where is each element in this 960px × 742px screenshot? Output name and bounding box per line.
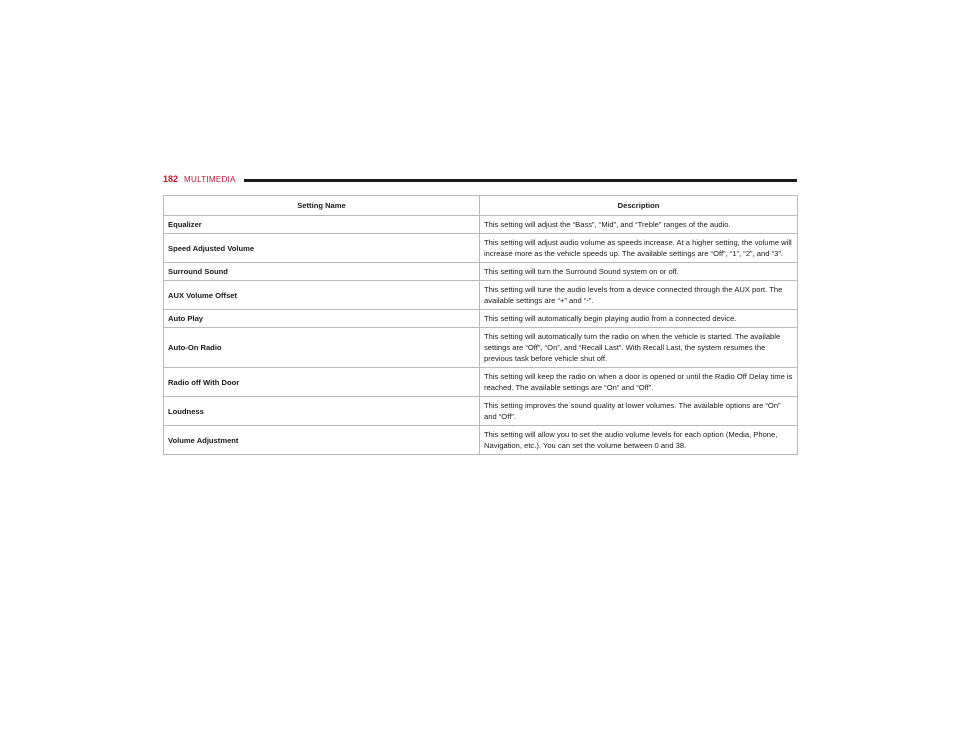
table-header-row — [164, 196, 798, 216]
setting-name-cell: Volume Adjustment — [164, 426, 480, 455]
setting-name-cell: Auto-On Radio — [164, 328, 480, 368]
setting-name-cell: AUX Volume Offset — [164, 281, 480, 310]
setting-name-cell: Loudness — [164, 397, 480, 426]
table-row — [164, 281, 798, 310]
table-row — [164, 234, 798, 263]
table-row — [164, 263, 798, 281]
description-cell: This setting will adjust audio volume as speeds increase. At a higher setting, the volume will increase more as the vehicle speeds up. The available settings are “Off”, “1”, “2”, and “3”. — [480, 234, 798, 263]
setting-name-cell: Equalizer — [164, 216, 480, 234]
description-cell: This setting will automatically begin playing audio from a connected device. — [480, 310, 798, 328]
description-cell: This setting will keep the radio on when a door is opened or until the Radio Off Delay time is reached. The available settings are “On” and “Off”. — [480, 368, 798, 397]
page-header — [163, 172, 797, 186]
setting-name-cell: Radio off With Door — [164, 368, 480, 397]
table-row — [164, 426, 798, 455]
page-number: 182 — [163, 174, 179, 184]
description-cell: This setting will turn the Surround Sound system on or off. — [480, 263, 798, 281]
setting-name-cell: Surround Sound — [164, 263, 480, 281]
table-row — [164, 368, 798, 397]
setting-name-cell: Auto Play — [164, 310, 480, 328]
description-cell: This setting will tune the audio levels from a device connected through the AUX port. The available settings are “+” and “-”. — [480, 281, 798, 310]
settings-table — [163, 195, 798, 455]
column-header-setting-name: Setting Name — [164, 196, 480, 216]
header-rule — [244, 179, 797, 182]
table-row — [164, 216, 798, 234]
description-cell: This setting will automatically turn the radio on when the vehicle is started. The available settings are “Off”, “On”, and “Recall Last”. With Recall Last, the system resumes the previous task before vehicle shut off. — [480, 328, 798, 368]
description-cell: This setting will allow you to set the audio volume levels for each option (Media, Phone, Navigation, etc.). You can set the volume between 0 and 38. — [480, 426, 798, 455]
section-title: MULTIMEDIA — [184, 174, 236, 184]
column-header-description: Description — [480, 196, 798, 216]
table-row — [164, 397, 798, 426]
setting-name-cell: Speed Adjusted Volume — [164, 234, 480, 263]
description-cell: This setting improves the sound quality at lower volumes. The available options are “On” and “Off”. — [480, 397, 798, 426]
description-cell: This setting will adjust the “Bass”, “Mid”, and “Treble” ranges of the audio. — [480, 216, 798, 234]
table-row — [164, 328, 798, 368]
table-row — [164, 310, 798, 328]
